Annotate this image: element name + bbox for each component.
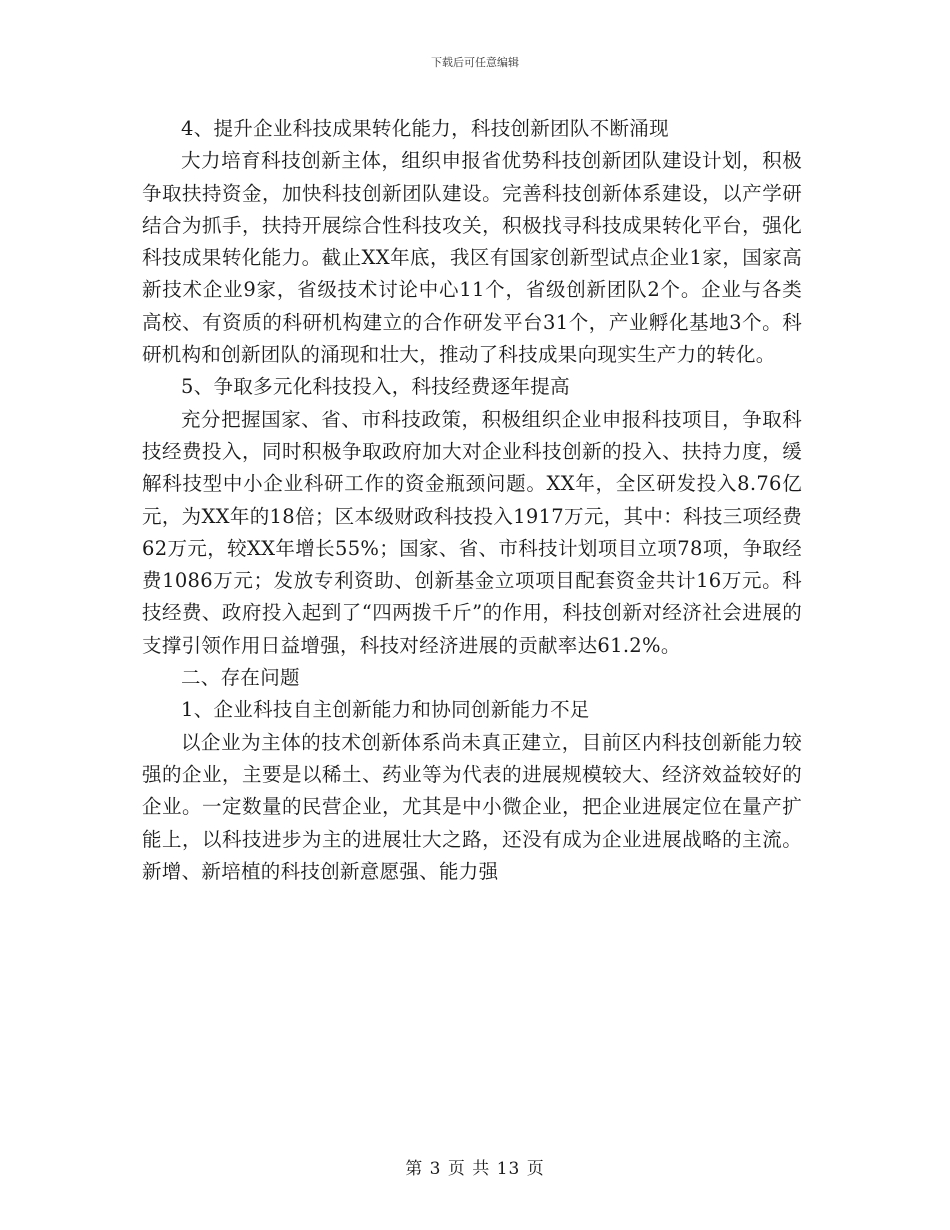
heading-problems: 二、存在问题 xyxy=(181,666,300,690)
heading-section-5: 5、争取多元化科技投入，科技经费逐年提高 xyxy=(181,375,570,399)
paragraph-funding: 充分把握国家、省、市科技政策，积极组织企业申报科技项目，争取科技经费投入，同时积极争取政府加大对企业科技创新的投入、扶持力度，缓解科技型中小企业科研工作的资金瓶颈问题。XX年，全区研发投入8.76亿元，为XX年的18倍；区本级财政科技投入1917万元，其中：科技三项经费62万元，较XX年增长55%；国家、省、市科技计划项目立项78项，争取经费1086万元；发放专利资助、创新基金立项项目配套资金共计16万元。科技经费、政府投入起到了“四两拨千斤”的作用，科技创新对经济社会进展的支撑引领作用日益增强，科技对经济进展的贡献率达61.2%。 xyxy=(142,407,802,657)
heading-problem-1: 1、企业科技自主创新能力和协同创新能力不足 xyxy=(181,698,590,722)
paragraph-innovation-teams: 大力培育科技创新主体，组织申报省优势科技创新团队建设计划，积极争取扶持资金，加快科技创新团队建设。完善科技创新体系建设，以产学研结合为抓手，扶持开展综合性科技攻关，积极找寻科技成果转化平台，强化科技成果转化能力。截止XX年底，我区有国家创新型试点企业1家，国家高新技术企业9家，省级技术讨论中心11个，省级创新团队2个。企业与各类高校、有资质的科研机构建立的合作研发平台31个，产业孵化基地3个。科研机构和创新团队的涌现和壮大，推动了科技成果向现实生产力的转化。 xyxy=(142,149,802,367)
paragraph-problem-1: 以企业为主体的技术创新体系尚未真正建立，目前区内科技创新能力较强的企业，主要是以稀土、药业等为代表的进展规模较大、经济效益较好的企业。一定数量的民营企业，尤其是中小微企业，把企业进展定位在量产扩能上，以科技进步为主的进展壮大之路，还没有成为企业进展战略的主流。新增、新培植的科技创新意愿强、能力强 xyxy=(142,730,802,883)
page-header-note: 下载后可任意编辑 xyxy=(431,56,519,69)
page-number: 第 3 页 共 13 页 xyxy=(405,1159,545,1179)
heading-section-4: 4、提升企业科技成果转化能力，科技创新团队不断涌现 xyxy=(181,117,669,140)
document-body xyxy=(142,113,802,888)
